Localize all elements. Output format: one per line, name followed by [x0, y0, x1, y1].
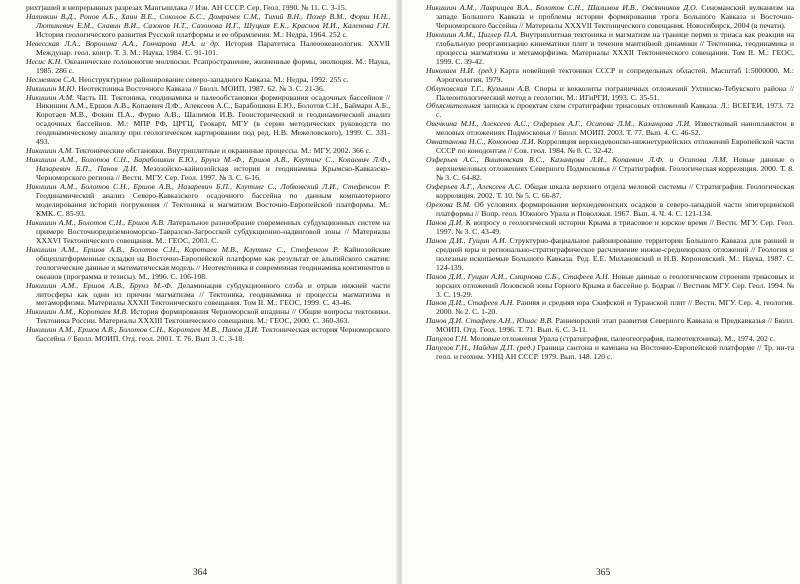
entry-authors: Невесская Л.А., Воронина А.А., Гончарова И.А. и др. [26, 38, 220, 48]
bibliography-entry [26, 40, 390, 58]
bibliography-entry [426, 183, 794, 201]
entry-authors: Несис К.Н. [26, 56, 63, 66]
entry-text: Карта новейшей тектоники СССР и сопредельных областей. Масштаб 1:5000000. М.: Аэрогеология, 1979. [436, 65, 794, 84]
entry-authors: Несмеянов С.А. [26, 74, 77, 84]
entry-authors: Панов Д.И. [426, 217, 464, 227]
entry-text: К вопросу о геологической истории Крыма в триасовое и юрское время // Вестн. МГУ. Сер. Геол. 1997. № 3. С. 43-49. [436, 217, 794, 236]
bibliography-entry [426, 67, 794, 85]
bibliography-entry [26, 326, 390, 344]
entry-authors: Никишин М.Ю. [26, 83, 77, 93]
entry-text: Известковый нанопланктон в меловых отложениях Подмосковья // Бюлл. МОИП. 2003. Т. 77. Вып. 4. С. 46-52. [436, 119, 794, 138]
entry-text: Структурно-фациальное районирование территории Большого Кавказа для ранней и средней юры и регионально-стратиграфическое расчленение нижне-среднеюрских отложений // Геология и полезные ископаемые Большого Кавказа. Ред. Е.Е. Милановский и Н.В. Короновский. М.: Наука, 1987. С. 124-139. [436, 235, 794, 272]
entry-text: Новые данные о геологическом строении триасовых и юрских отложений Лозовской зоны Горного Крыма в бассейне р. Бодрак // Вестник МГУ. Сер. Геол. 1994. № 3. С. 19-29. [436, 271, 794, 299]
entry-text: Ранняя и средняя юра Скифской и Туранской плит // Вестн. МГУ. Сер. 4, геология. 2000. № 2. С. 1-20. [436, 298, 794, 317]
entry-authors: Панов Д.И., Гущин А.И. [426, 235, 507, 245]
entry-text: Общая шкала верхнего отдела меловой системы // Стратиграфия. Геологическая корреляция. 2002. Т. 10. № 5. С. 66-87. [436, 182, 794, 201]
bibliography-entry [26, 58, 390, 76]
entry-authors: Папулов Г.Н. [426, 334, 469, 344]
entry-authors: Никишин А.М. [26, 92, 75, 102]
entry-authors: Наливкин В.Д., Ронов А.Б., Хаин В.Е., Соколов Б.С., Домрачев С.М., Тихий В.Н., Позер В.М., Форш Н.Н., Лютикевич Е.М., Славин В.И., Сазонов Н.Т., Сазонова И.Г., Шуцкая Е.К., Краснов И.И., Каленова Г.Н. [26, 11, 390, 30]
entry-text: Часть III. Тектоника, геодинамика и палеообстановки формирования осадочных бассейнов // Никишин А.М., Ершов А.В., Копаевич Л.Ф., Алексеев А.С., Барабошкин Е.Ю., Болотов С.Н., Баймарн А.Б., Коротаев М.В., Фокин П.А., Фурно А.В., Шалимов И.В. Геоисторический и геодинамический анализ осадочных бассейнов. М.: МПР РФ, ЦРГЦ, Геокарт, МГУ (в серии методических руководств по геодинамическому анализу при геологическом картировании под ред. Н.В. Межеловского), 1999. С. 331-493. [36, 92, 390, 147]
page-number: 364 [192, 568, 208, 578]
bibliography-entry [26, 183, 390, 219]
entry-authors: Никишин А.М., Ершов А.В., Болотов С.Н., Коротаев М.В., Клутинг С., Стефенсон Р. [26, 244, 339, 254]
bibliography-entry [26, 282, 390, 309]
bibliography-entry [426, 102, 794, 120]
bibliography-entry [426, 31, 794, 67]
bibliography-list [26, 4, 390, 344]
bibliography-entry: рихт)ашей в непрерывных разрезах Мангышлака // Изв. АН СССР. Сер. Геол. 1990. № 11. С. 3-15. [26, 3, 347, 12]
entry-text: Тектоническая история Черноморского бассейна // Бюлл. МОИП. Отд. геол. 2001. Т. 76. Вып 3. С. 3-18. [36, 325, 390, 344]
entry-text: Корреляция верхнедевонско-нижнетурнейских отложений Европейской части СССР по конодонтам // Сов. геол. 1984. № 8. С. 32-42. [436, 137, 794, 156]
entry-text: Неотектоника Восточного Кавказа // Бюлл. МОИП. 1987. 62. № 3. С. 21-36. [76, 83, 325, 93]
bibliography-entry [426, 237, 794, 273]
entry-text: История формирования Черноморской впадины // Общие вопросы тектоники. Тектоника России. Материалы XXXIII Тектонического совещания. М.: ГЕОС, 2000. С. 360-363. [36, 307, 391, 326]
entry-text: записка к проектам схем стратиграфии триасовых отложений Кавказа. Л.: ВСЕГЕИ, 1973. 72 с. [436, 101, 794, 120]
entry-text: Латеральное разнообразие современных субдукционных систем на примере Восточноредиземноморско-Тавразско-Загросской субдукционно-надвиговой зоны // Материалы XXXVI Тектонического совещания. М.: ГЕОС, 2003. С. [36, 217, 390, 245]
entry-text: Граница сантона и кампана на Восточно-Европейской платформе // Тр. ин-та геол. и геохим. УНЦ АН СССР. 1979. Вып. 148. 120 с. [436, 343, 795, 362]
entry-authors: Никишин А.М. [26, 146, 74, 156]
bibliography-list [426, 4, 794, 362]
bibliography-entry [426, 344, 794, 362]
entry-authors: Никишин А.М., Болотов С.Н., Ершов А.В. [26, 217, 165, 227]
entry-text: История Паратетиса Палеоокеанология. XXVII Междунар. геол. конгр. Т. 3. М.: Наука, 1984. С. 91-101. [36, 38, 390, 57]
bibliography-entry [426, 317, 794, 335]
entry-authors: Никишин А.М., Болотов С.Н., Ершов А.В., Назаревич Б.П., Клутинг С., Лобковский Л.И., Стефенсон Р. [26, 182, 390, 192]
entry-text: История геологического развития Русской платформы и ее обрамления. М.: Недра, 1964. 252 с. [36, 29, 348, 39]
bibliography-entry [426, 219, 794, 237]
entry-authors: Облуновская Т.Г., Кузьмин А.В. [426, 83, 531, 93]
entry-authors: Никишин А.М., Коротаев М.В. [26, 307, 129, 317]
right-page [402, 0, 800, 584]
entry-authors: Никишин А.М., Ершов А.В., Брунэ М.-Ф. [26, 280, 173, 290]
entry-authors: Панов Д.И. Стафеев А.Н., Юшас В.В. [426, 316, 554, 326]
entry-text: Об условиях формирования верхнедевонских осадков в северо-западной части эпигерцинской платформы // Вопр. геол. Южного Урала и Поволжья. 1967. Вып. 4. Ч. 4. С. 121-134. [436, 199, 795, 218]
bibliography-entry [426, 156, 794, 183]
entry-text: Мезозойско-кайнозойская история и геодинамика Крымско-Кавказско-Черноморского региона // Вестн. МГУ. Сер. Геол. 1997. № 3. С. 6-16. [36, 164, 390, 183]
bibliography-entry [426, 273, 794, 300]
bibliography-entry [426, 120, 794, 138]
bibliography-entry [426, 299, 794, 317]
entry-authors: Овнатанова Н.С., Кононова Л.И. [426, 137, 536, 147]
entry-authors: Озферьев А.Г., Алексеев А.С. [426, 182, 522, 192]
entry-text: Внутриплитная тектоника и магматизм на границе перми и триаса как реакция на глобальную реорганизацию кинематики плит и течения мантийной динамики // Тектоника, геодинамика и процессы магматизма и метаморфизма. Материалы XXXII Тектонического совещания. Том II. М.: ГЕОС, 1999. С. 39-42. [436, 29, 794, 66]
entry-text: Кайнозойские общеплатформенные складки на Восточно-Европейской платформе как результат ее альпийского сжатия: геологические данные и математическая модель // Неотектоника и современная геодинамика континентов и океанов (программа и тезисы). М., 1996. С. 106-108. [36, 244, 390, 281]
entry-text: Неоструктурное районирование северо-западного Кавказа. М.: Недра, 1992. 255 с. [76, 74, 349, 84]
entry-authors: Никишин А.М., Лаврищев В.А., Болотов С.Н., Шалимов И.В., Овсянников Д.О. [426, 3, 698, 12]
bibliography-entry [426, 138, 794, 156]
entry-authors: Орехова В.М. [426, 199, 472, 209]
bibliography-entry [26, 308, 390, 326]
entry-authors: Панов Д.И., Гущин А.И., Смирнова С.Б., Стафеев А.Н. [426, 271, 610, 281]
entry-text: Деламинация субдукционного слэба и отрыв нижней части литосферы как одни из причин магматизма // Тектоника, геодинамика и процессы магматизма и метаморфизма. Материалы XXXII Тектонического совещания. Том II. М.: ГЕОС, 1999. С. 43-46. [36, 280, 390, 308]
entry-authors: Никишин А.М., Болотов С.Н., Барабошкин Е.Ю., Брунэ М.-Ф., Ершов А.В., Клутинг С., Копаевич Л.Ф., Назаревич Б.П., Панов Д.И. [26, 155, 390, 174]
entry-text: Сеноманский вулканизм на западе Большого Кавказа и проблемы истории формирования трога Большого Кавказа и Восточно-Черноморского бассейна // Материалы XXXVII Тектонического совещания. Новосибирск, 2004 (в печати). [436, 3, 794, 30]
entry-authors: Овечкина М.Н., Алексеев А.С., Озферьев А.Г., Осипова Л.М., Казинцова Л.И. [426, 119, 692, 129]
entry-text: Меловые отложения Урала (стратиграфия, палеогеография, палеотектоника). М., 1974. 202 с. [468, 334, 776, 344]
entry-authors: Панов Д.И., Стафеев А.Н. [426, 298, 515, 308]
entry-authors: Никишин А.М., Ершов А.В., Болотов С.Н., Коротаев М.В., Панов Д.И. [26, 325, 259, 335]
left-page [0, 0, 398, 584]
bibliography-entry [426, 85, 794, 103]
entry-authors: Объяснительная [426, 101, 481, 111]
entry-authors: Никишин А.М., Циглер П.А. [426, 29, 518, 39]
bibliography-entry [26, 246, 390, 282]
bibliography-entry [426, 201, 794, 219]
bibliography-entry [26, 94, 390, 148]
entry-text: Раннеюрский этап развития Северного Кавказа и Предкавказья // Бюлл. МОИП. Отд. Геол. 1996. Т. 71. Вып. 6. С. 3-11. [436, 316, 794, 335]
entry-authors: Озферьев А.С., Вишневская В.С., Казинцова Л.И., Копаевич Л.Ф. и Осипова Л.М. [426, 155, 728, 165]
bibliography-entry [26, 219, 390, 246]
entry-text: Тектонические обстановки. Внутриплитные и окраинные процессы. М.: МГУ, 2002. 366 с. [73, 146, 371, 156]
entry-text: Океанические головоногие моллюски. Рсапространение, жизненные формы, эволюция. М.: Наука, 1985. 286 с. [36, 56, 390, 75]
entry-authors: Папулов Г.Н., Найдин Д.П. (ред.) [426, 343, 535, 353]
entry-text: Споры и кокколиты пограничных отложений Ухтинско-Тебукского района // Палеонтологический метод в геологии. М.: ИГиРГИ, 1993. С. 35-51. [436, 83, 794, 102]
bibliography-entry [426, 4, 794, 31]
entry-authors: Николаев Н.И. (ред.) [426, 65, 497, 75]
bibliography-entry [26, 156, 390, 183]
bibliography-entry [26, 13, 390, 40]
entry-text: Геодинамический анализ Северо-Кавказского осадочного бассейна по данным компьютерного моделирования истории погружения // Тектоника и магматизм Восточно-Европейской платформы. М.: КМК. С. 85-93. [36, 191, 390, 218]
entry-text: Новые данные о верхнемеловых отложениях Северного Подмосковья // Стратиграфия. Геологическая корреляция. 2000. Т. 8. № 3. С. 64-82. [436, 155, 794, 183]
page-number: 365 [595, 568, 611, 578]
